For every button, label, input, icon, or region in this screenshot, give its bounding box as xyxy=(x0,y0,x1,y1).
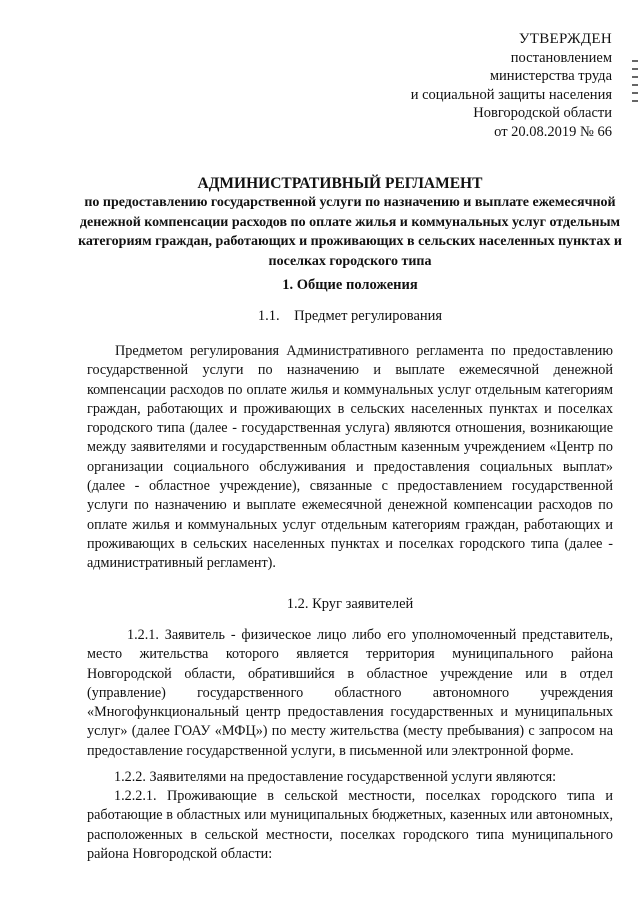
approval-line: министерства труда xyxy=(489,68,612,84)
paragraph-subject: Предметом регулирования Административного регламента по предоставлению государственной услуги по назначению и выплате ежемесячной денежной компенсации расходов по оплате жилья и коммунальных услуг отдельным категориям граждан, работающих и проживающих в сельских населенных пунктах и поселках городского типа (далее - государственная услуга) являются отношения, возникающие между заявителями и государственным областным казенным учреждением «Центр по организации социального обслуживания и предоставления социальных выплат» (далее - областное учреждение), связанные с предоставлением государственной услуги по назначению и выплате ежемесячной денежной компенсации расходов по оплате жилья и коммунальных услуг отдельным категориям граждан, работающих и проживающих в сельских населенных пунктах и поселках городского типа (далее - административный регламент). xyxy=(87,343,613,572)
approval-line: постановлением xyxy=(510,49,612,66)
document-subtitle: по предоставлению государственной услуги по назначению и выплате ежемесячной денежной компенсации расходов по оплате жилья и коммунальных услуг отдельным категориям граждан, работающих и проживающих в сельских населенных пунктах и поселках городского типа xyxy=(78,195,622,269)
paragraph-1-2-1: 1.2.1. Заявитель - физическое лицо либо его уполномоченный представитель, место жительства которого является территория муниципального района Новгородской области, обратившийся в областное учреждение или в отдел (управление) государственного областного автономного учреждения «Многофункциональный центр предоставления государственных и муниципальных услуг» (далее ГОАУ «МФЦ») по месту жительства (месту пребывания) с запросом на предоставление государственной услуги, в письменной или электронной форме. xyxy=(87,627,613,759)
subsection-heading-subject: 1.1. Предмет регулирования xyxy=(257,308,443,324)
scan-edge-marks xyxy=(632,54,638,122)
document-title: АДМИНИСТРАТИВНЫЙ РЕГЛАМЕНТ xyxy=(197,175,483,192)
approval-line: Новгородской области xyxy=(473,105,612,121)
approval-block xyxy=(411,30,612,141)
approval-heading: УТВЕРЖДЕН xyxy=(518,31,612,47)
section-heading-general: 1. Общие положения xyxy=(282,277,418,293)
approval-line: и социальной защиты населения xyxy=(410,86,612,103)
paragraph-1-2-2-1: 1.2.2.1. Проживающие в сельской местности, поселках городского типа и работающие в областных или муниципальных бюджетных, казенных или автономных, расположенных в сельской местности, поселках городского типа муниципального района Новгородской области: xyxy=(87,788,613,862)
paragraph-1-2-2: 1.2.2. Заявителями на предоставление государственной услуги являются: xyxy=(114,769,557,785)
approval-line: от 20.08.2019 № 66 xyxy=(494,123,612,140)
subsection-heading-applicants: 1.2. Круг заявителей xyxy=(286,596,414,612)
